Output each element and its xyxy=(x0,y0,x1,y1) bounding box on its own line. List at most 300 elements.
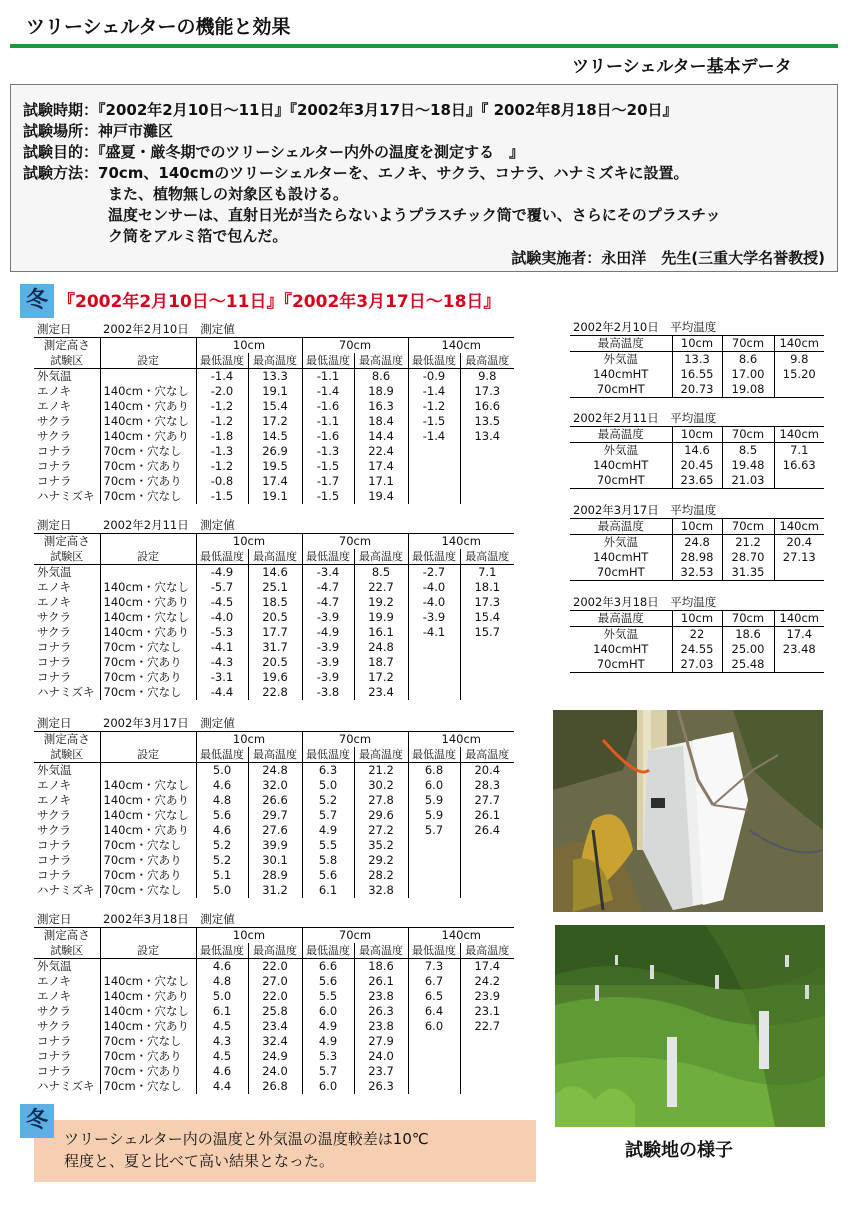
method-label: 試験方法： xyxy=(23,164,99,182)
temp-cell: 23.8 xyxy=(354,1019,408,1034)
temp-cell: -1.6 xyxy=(302,429,354,444)
temp-cell: -3.9 xyxy=(302,655,354,670)
temp-cell: 5.0 xyxy=(302,778,354,793)
min-temp-header: 最低温度 xyxy=(408,943,460,959)
blank-cell xyxy=(302,716,354,732)
avg-value: 14.6 xyxy=(672,443,722,459)
temp-cell: 25.1 xyxy=(248,580,302,595)
avg-value: 25.00 xyxy=(722,642,774,657)
temp-cell: 26.1 xyxy=(460,808,514,823)
temp-cell: 28.3 xyxy=(460,778,514,793)
blank-cell xyxy=(100,928,196,944)
blank-cell xyxy=(408,322,460,338)
temp-cell: -4.0 xyxy=(196,610,248,625)
max-temp-header: 最高温度 xyxy=(460,943,514,959)
avg-col-header: 70cm xyxy=(722,611,774,627)
avg-value: 8.5 xyxy=(722,443,774,459)
avg-value xyxy=(774,657,824,673)
table-row xyxy=(34,670,514,685)
temp-cell: -1.4 xyxy=(408,384,460,399)
temp-cell: 6.0 xyxy=(408,1019,460,1034)
plot-cell: サクラ xyxy=(37,429,72,443)
temp-cell: 30.1 xyxy=(248,853,302,868)
temp-cell: 6.0 xyxy=(302,1079,354,1094)
date-label: 測定日 xyxy=(37,518,72,532)
avg-row xyxy=(570,458,824,473)
table-row xyxy=(34,959,514,975)
setting-cell: 70cm・穴なし xyxy=(100,1079,196,1094)
method-line3: 温度センサーは、直射日光が当たらないようプラスチック筒で覆い、さらにそのプラスチッ xyxy=(108,206,721,224)
temp-cell: -1.2 xyxy=(408,399,460,414)
table-row xyxy=(34,763,514,779)
blank-cell xyxy=(100,732,196,748)
temp-cell xyxy=(408,868,460,883)
avg-value: 16.55 xyxy=(672,367,722,382)
table-row xyxy=(34,595,514,610)
temp-cell: 19.2 xyxy=(354,595,408,610)
setting-cell: 70cm・穴あり xyxy=(100,474,196,489)
setting-cell xyxy=(100,763,196,779)
plot-cell: コナラ xyxy=(37,1049,72,1063)
min-temp-header: 最低温度 xyxy=(302,549,354,565)
temp-cell: 14.6 xyxy=(248,565,302,581)
avg-value: 27.13 xyxy=(774,550,824,565)
temp-cell: 7.1 xyxy=(460,565,514,581)
temp-cell: 22.4 xyxy=(354,444,408,459)
plot-cell: コナラ xyxy=(37,655,72,669)
plot-header: 試験区 xyxy=(34,943,100,959)
temp-cell: 5.2 xyxy=(196,838,248,853)
temp-cell: 4.4 xyxy=(196,1079,248,1094)
info-method xyxy=(23,162,689,183)
temp-cell: 5.0 xyxy=(196,989,248,1004)
blank-cell xyxy=(460,716,514,732)
avg-row xyxy=(570,382,824,398)
temp-cell: 4.6 xyxy=(196,1064,248,1079)
temp-cell: 13.4 xyxy=(460,429,514,444)
table-row xyxy=(34,1004,514,1019)
avg-row-label: 70cmHT xyxy=(570,565,672,581)
avg-value: 17.4 xyxy=(774,627,824,643)
temp-cell: -1.1 xyxy=(302,414,354,429)
temp-cell: -2.7 xyxy=(408,565,460,581)
avg-value: 13.3 xyxy=(672,352,722,368)
temp-cell: 6.5 xyxy=(408,989,460,1004)
temp-cell: 5.5 xyxy=(302,838,354,853)
avg-value xyxy=(774,473,824,489)
setting-cell: 70cm・穴あり xyxy=(100,1049,196,1064)
avg-value: 25.48 xyxy=(722,657,774,673)
avg-value: 21.2 xyxy=(722,535,774,551)
blank-cell xyxy=(354,518,408,534)
temp-cell: 5.3 xyxy=(302,1049,354,1064)
temp-cell: 5.0 xyxy=(196,763,248,779)
date-value: 2002年3月18日 xyxy=(103,912,189,926)
avg-value: 17.00 xyxy=(722,367,774,382)
temp-cell: 22.0 xyxy=(248,989,302,1004)
plot-cell: コナラ xyxy=(37,1064,72,1078)
test-info-box xyxy=(10,84,838,272)
plot-cell: ハナミズキ xyxy=(37,685,95,699)
avg-value: 28.70 xyxy=(722,550,774,565)
plot-cell: エノキ xyxy=(37,595,72,609)
table-row xyxy=(34,793,514,808)
table-row xyxy=(34,565,514,581)
temp-cell: -4.7 xyxy=(302,595,354,610)
date-suffix: 測定値 xyxy=(200,322,235,336)
plot-cell: エノキ xyxy=(37,778,72,792)
temp-cell: 19.1 xyxy=(248,384,302,399)
h140-header: 140cm xyxy=(408,928,514,944)
temp-cell: 4.6 xyxy=(196,778,248,793)
temp-cell: -4.0 xyxy=(408,595,460,610)
h70-header: 70cm xyxy=(302,732,408,748)
blank-cell xyxy=(100,534,196,550)
avg-value: 16.63 xyxy=(774,458,824,473)
temp-cell: 19.9 xyxy=(354,610,408,625)
avg-corner: 最高温度 xyxy=(570,519,672,535)
avg-col-header: 10cm xyxy=(672,611,722,627)
blank-cell xyxy=(408,912,460,928)
temp-cell: 23.4 xyxy=(248,1019,302,1034)
plot-cell: 外気温 xyxy=(37,763,72,777)
setting-cell xyxy=(100,959,196,975)
table-row xyxy=(34,1049,514,1064)
avg-row-label: 外気温 xyxy=(603,443,638,457)
average-table xyxy=(570,595,824,673)
date-label: 測定日 xyxy=(37,912,72,926)
temp-cell: 26.3 xyxy=(354,1079,408,1094)
max-temp-header: 最高温度 xyxy=(248,943,302,959)
avg-corner: 最高温度 xyxy=(570,336,672,352)
tree-shelter-photo xyxy=(553,710,823,912)
temp-cell xyxy=(460,868,514,883)
min-temp-header: 最低温度 xyxy=(302,943,354,959)
temp-cell: -4.0 xyxy=(408,580,460,595)
plot-header: 試験区 xyxy=(34,549,100,565)
avg-row xyxy=(570,535,824,551)
table-row xyxy=(34,989,514,1004)
max-temp-header: 最高温度 xyxy=(248,549,302,565)
table-row xyxy=(34,414,514,429)
temp-cell: 16.1 xyxy=(354,625,408,640)
setting-cell: 140cm・穴あり xyxy=(100,625,196,640)
temp-cell xyxy=(460,489,514,504)
min-temp-header: 最低温度 xyxy=(408,549,460,565)
temp-cell: 24.0 xyxy=(354,1049,408,1064)
date-suffix: 測定値 xyxy=(200,716,235,730)
plot-cell: コナラ xyxy=(37,474,72,488)
temp-cell: -4.5 xyxy=(196,595,248,610)
setting-cell: 140cm・穴なし xyxy=(100,1004,196,1019)
table-row xyxy=(34,369,514,385)
setting-header: 設定 xyxy=(100,747,196,763)
plot-cell: サクラ xyxy=(37,808,72,822)
setting-cell: 140cm・穴あり xyxy=(100,399,196,414)
table-row xyxy=(34,1064,514,1079)
temp-cell: 17.1 xyxy=(354,474,408,489)
avg-value: 8.6 xyxy=(722,352,774,368)
temp-cell: -1.4 xyxy=(302,384,354,399)
max-temp-header: 最高温度 xyxy=(354,353,408,369)
temp-cell: -3.8 xyxy=(302,685,354,700)
avg-col-header: 70cm xyxy=(722,519,774,535)
conclusion-text xyxy=(64,1128,429,1172)
setting-cell: 140cm・穴あり xyxy=(100,793,196,808)
avg-value: 24.8 xyxy=(672,535,722,551)
temp-cell: 29.7 xyxy=(248,808,302,823)
temp-cell: 19.6 xyxy=(248,670,302,685)
blank-cell xyxy=(354,716,408,732)
temp-cell: 27.2 xyxy=(354,823,408,838)
temp-cell xyxy=(460,838,514,853)
table-row xyxy=(34,868,514,883)
avg-row-label: 140cmHT xyxy=(593,550,649,564)
temp-cell: 17.7 xyxy=(248,625,302,640)
temp-cell xyxy=(408,640,460,655)
max-temp-header: 最高温度 xyxy=(354,943,408,959)
avg-value: 22 xyxy=(672,627,722,643)
temp-cell: 5.9 xyxy=(408,793,460,808)
temp-cell: 27.7 xyxy=(460,793,514,808)
season-badge: 冬 xyxy=(20,284,54,318)
temp-cell: 5.6 xyxy=(196,808,248,823)
h10-header: 10cm xyxy=(196,732,302,748)
blank-cell xyxy=(302,518,354,534)
plot-cell: 外気温 xyxy=(37,959,72,973)
table-row xyxy=(34,685,514,700)
avg-row-label: 140cmHT xyxy=(593,642,649,656)
temp-cell: 5.2 xyxy=(302,793,354,808)
avg-value: 20.73 xyxy=(672,382,722,398)
temp-cell: 20.4 xyxy=(460,763,514,779)
temp-cell: 27.6 xyxy=(248,823,302,838)
setting-cell: 140cm・穴あり xyxy=(100,1019,196,1034)
temp-cell: 17.4 xyxy=(248,474,302,489)
temp-cell: 27.9 xyxy=(354,1034,408,1049)
plot-cell: ハナミズキ xyxy=(37,883,95,897)
avg-col-header: 140cm xyxy=(774,519,824,535)
max-temp-header: 最高温度 xyxy=(460,747,514,763)
table-row xyxy=(34,640,514,655)
avg-row xyxy=(570,657,824,673)
table-row xyxy=(34,778,514,793)
temp-cell: 26.4 xyxy=(460,823,514,838)
plot-header: 試験区 xyxy=(34,747,100,763)
plot-cell: エノキ xyxy=(37,399,72,413)
avg-row-label: 外気温 xyxy=(603,627,638,641)
h70-header: 70cm xyxy=(302,338,408,354)
temp-cell: 21.2 xyxy=(354,763,408,779)
table-row xyxy=(34,429,514,444)
plot-cell: コナラ xyxy=(37,670,72,684)
temp-cell xyxy=(460,640,514,655)
temp-cell xyxy=(408,474,460,489)
temp-cell: 6.8 xyxy=(408,763,460,779)
temp-cell: -3.9 xyxy=(302,610,354,625)
avg-caption: 2002年2月10日 平均温度 xyxy=(573,320,717,334)
date-cell xyxy=(100,912,302,928)
avg-row-label: 70cmHT xyxy=(570,473,672,489)
temp-cell: 25.8 xyxy=(248,1004,302,1019)
temp-cell: -3.4 xyxy=(302,565,354,581)
temp-cell xyxy=(460,883,514,898)
temp-cell: 20.5 xyxy=(248,610,302,625)
temp-cell: 6.0 xyxy=(302,1004,354,1019)
temp-cell: 23.9 xyxy=(460,989,514,1004)
height-header: 測定高さ xyxy=(34,338,100,354)
temp-cell xyxy=(460,1034,514,1049)
temp-cell: 23.4 xyxy=(354,685,408,700)
temp-cell: 23.8 xyxy=(354,989,408,1004)
temp-cell: 27.0 xyxy=(248,974,302,989)
setting-cell xyxy=(100,565,196,581)
place-value: 神戸市灘区 xyxy=(98,122,174,140)
temp-cell: 22.0 xyxy=(248,959,302,975)
setting-cell: 70cm・穴あり xyxy=(100,868,196,883)
setting-cell: 70cm・穴なし xyxy=(100,838,196,853)
table-row xyxy=(34,1034,514,1049)
temp-cell xyxy=(408,670,460,685)
temp-cell: 4.6 xyxy=(196,959,248,975)
temp-cell: 6.3 xyxy=(302,763,354,779)
temp-cell: -3.9 xyxy=(302,670,354,685)
temp-cell: -1.5 xyxy=(302,489,354,504)
temp-cell: 17.4 xyxy=(354,459,408,474)
date-value: 2002年3月17日 xyxy=(103,716,189,730)
setting-cell: 70cm・穴なし xyxy=(100,685,196,700)
temp-cell: 24.2 xyxy=(460,974,514,989)
setting-cell: 70cm・穴なし xyxy=(100,489,196,504)
max-temp-header: 最高温度 xyxy=(460,549,514,565)
plot-cell: コナラ xyxy=(37,868,72,882)
table-row xyxy=(34,625,514,640)
max-temp-header: 最高温度 xyxy=(354,549,408,565)
temp-cell: 4.8 xyxy=(196,793,248,808)
temp-cell: -1.7 xyxy=(302,474,354,489)
avg-value: 32.53 xyxy=(672,565,722,581)
avg-row-label: 140cmHT xyxy=(593,367,649,381)
setting-cell: 140cm・穴あり xyxy=(100,989,196,1004)
avg-col-header: 10cm xyxy=(672,427,722,443)
blank-cell xyxy=(408,518,460,534)
plot-cell: サクラ xyxy=(37,1019,72,1033)
temp-cell: -4.1 xyxy=(408,625,460,640)
conclusion-line2: 程度と、夏と比べて高い結果となった。 xyxy=(64,1152,335,1170)
temp-cell xyxy=(460,459,514,474)
temp-cell: 9.8 xyxy=(460,369,514,385)
plot-cell: サクラ xyxy=(37,1004,72,1018)
temp-cell: 4.5 xyxy=(196,1019,248,1034)
temp-cell xyxy=(460,670,514,685)
setting-header: 設定 xyxy=(100,353,196,369)
temp-cell: 29.2 xyxy=(354,853,408,868)
table-row xyxy=(34,883,514,898)
temp-cell: -1.5 xyxy=(408,414,460,429)
temp-cell: -5.7 xyxy=(196,580,248,595)
temp-cell: 4.9 xyxy=(302,1019,354,1034)
temp-cell: 18.7 xyxy=(354,655,408,670)
avg-col-header: 140cm xyxy=(774,611,824,627)
date-label: 測定日 xyxy=(37,716,72,730)
plot-cell: エノキ xyxy=(37,974,72,988)
date-value: 2002年2月10日 xyxy=(103,322,189,336)
temp-cell: 5.7 xyxy=(302,1064,354,1079)
avg-value: 18.6 xyxy=(722,627,774,643)
temp-cell: 5.6 xyxy=(302,974,354,989)
temp-cell: 26.1 xyxy=(354,974,408,989)
temp-cell: 19.1 xyxy=(248,489,302,504)
temp-cell: 24.0 xyxy=(248,1064,302,1079)
date-label: 測定日 xyxy=(37,322,72,336)
avg-row xyxy=(570,473,824,489)
temp-cell: -1.1 xyxy=(302,369,354,385)
setting-cell: 140cm・穴なし xyxy=(100,414,196,429)
method-line1: 70cm、140cmのツリーシェルターを、エノキ、サクラ、コナラ、ハナミズキに設置。 xyxy=(98,164,689,182)
avg-value: 31.35 xyxy=(722,565,774,581)
temp-cell xyxy=(460,655,514,670)
avg-value: 15.20 xyxy=(774,367,824,382)
temp-cell xyxy=(460,474,514,489)
plot-cell: 外気温 xyxy=(37,565,72,579)
temp-cell xyxy=(460,685,514,700)
avg-value: 19.48 xyxy=(722,458,774,473)
temp-cell: 20.5 xyxy=(248,655,302,670)
plot-cell: エノキ xyxy=(37,793,72,807)
temp-cell: -4.7 xyxy=(302,580,354,595)
temp-cell: 19.4 xyxy=(354,489,408,504)
table-row xyxy=(34,655,514,670)
temp-cell xyxy=(408,1079,460,1094)
avg-value: 20.4 xyxy=(774,535,824,551)
plot-cell: コナラ xyxy=(37,838,72,852)
setting-cell: 70cm・穴なし xyxy=(100,1034,196,1049)
temp-cell: 8.6 xyxy=(354,369,408,385)
temp-cell: -3.1 xyxy=(196,670,248,685)
method-line4: ク筒をアルミ箔で包んだ。 xyxy=(108,227,288,245)
min-temp-header: 最低温度 xyxy=(196,549,248,565)
avg-value xyxy=(774,565,824,581)
temp-cell: 14.4 xyxy=(354,429,408,444)
avg-value: 20.45 xyxy=(672,458,722,473)
h140-header: 140cm xyxy=(408,732,514,748)
temp-cell: 15.7 xyxy=(460,625,514,640)
setting-cell xyxy=(100,369,196,385)
h10-header: 10cm xyxy=(196,338,302,354)
avg-corner: 最高温度 xyxy=(570,427,672,443)
measurement-table xyxy=(34,322,514,504)
temp-cell: -1.3 xyxy=(302,444,354,459)
avg-col-header: 140cm xyxy=(774,336,824,352)
h70-header: 70cm xyxy=(302,534,408,550)
temp-cell: 31.7 xyxy=(248,640,302,655)
table-row xyxy=(34,1019,514,1034)
temp-cell: 32.8 xyxy=(354,883,408,898)
avg-caption: 2002年3月17日 平均温度 xyxy=(573,503,717,517)
max-temp-header: 最高温度 xyxy=(248,353,302,369)
temp-cell: -4.3 xyxy=(196,655,248,670)
avg-col-header: 10cm xyxy=(672,336,722,352)
height-header: 測定高さ xyxy=(34,534,100,550)
temp-cell: 39.9 xyxy=(248,838,302,853)
setting-cell: 70cm・穴なし xyxy=(100,444,196,459)
avg-row xyxy=(570,627,824,643)
temp-cell: 32.4 xyxy=(248,1034,302,1049)
temp-cell: -1.2 xyxy=(196,399,248,414)
temp-cell xyxy=(460,444,514,459)
purpose-value: 『盛夏・厳冬期でのツリーシェルター内外の温度を測定する 』 xyxy=(98,143,525,161)
temp-cell: 5.5 xyxy=(302,989,354,1004)
